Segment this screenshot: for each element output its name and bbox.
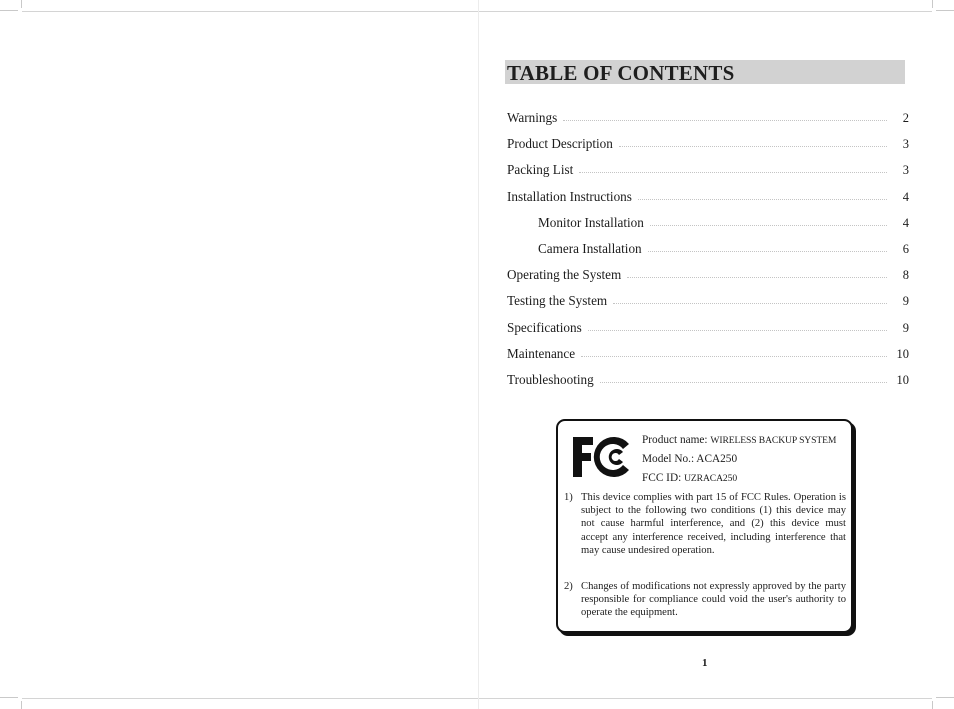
model-value: ACA250 [696,453,738,465]
toc-entry-label: Monitor Installation [538,214,644,230]
toc-entry-label: Packing List [507,162,574,178]
model-label: Model No.: [642,453,695,465]
toc-entry-page: 10 [896,346,909,361]
fcc-logo [571,435,633,479]
fcc-note-text: Changes of modifications not expressly approved by the party responsible for compliance could void the user's authority to operate the equipment. [581,581,846,619]
toc-dot-leader [613,303,887,304]
toc-entry-label: Troubleshooting [507,372,594,387]
toc-dot-leader [600,382,887,383]
toc-entry [538,211,909,231]
toc-dot-leader [638,199,887,200]
product-name-value: WIRELESS BACKUP SYSTEM [710,435,837,446]
toc-entry [507,106,909,126]
toc-dot-leader [588,330,887,331]
toc-entry-page: 8 [902,268,909,283]
toc-entry [507,263,909,283]
toc-entry [507,158,909,178]
product-name-label: Product name: [642,434,708,446]
toc-entry-page: 4 [902,215,909,230]
toc-entry-page: 3 [902,163,909,178]
toc-dot-leader [627,277,887,278]
toc-dot-leader [648,251,887,252]
fcc-notice-box [556,419,853,633]
toc-dot-leader [619,146,887,147]
toc-entry-page: 3 [902,137,909,152]
toc-entry-label: Specifications [507,319,582,335]
page-number: 1 [702,657,708,669]
fcc-note-number: 1) [564,492,573,503]
toc-entry-page: 6 [902,242,909,256]
fcc-note [564,491,846,557]
toc-entry [507,185,909,205]
toc-entry [507,342,909,362]
toc-dot-leader [563,120,887,121]
toc-entry [507,316,909,336]
toc-entry-label: Product Description [507,136,613,152]
crop-mark [932,0,933,8]
toc-entry-label: Maintenance [507,345,576,361]
toc-entry [507,368,909,388]
fcc-id-value: UZRACA250 [684,473,738,484]
crop-mark [936,697,954,698]
toc-entry [507,289,909,309]
fcc-note-text: This device complies with part 15 of FCC Rules. Operation is subject to the following two conditions (1) this device may not cause harmful interference, and (2) this device must accept any interference received, including interference that may cause undesired operation. [581,492,846,556]
toc-entry-page: 9 [902,294,909,309]
toc-dot-leader [581,356,887,357]
crop-mark [21,0,22,8]
crop-mark [21,701,22,709]
fcc-product-info [642,431,836,488]
product-name-line [642,431,836,450]
toc-entry-page: 2 [902,111,909,125]
fcc-note-number: 2) [564,581,573,592]
toc-title-bar [505,60,905,84]
toc-entry-page: 10 [896,373,909,387]
fcc-note [564,580,846,620]
toc-entry-label: Testing the System [507,293,608,309]
toc-entry-page: 4 [902,189,909,204]
toc-entry [507,132,909,152]
crop-mark [0,697,18,698]
toc-title: TABLE OF CONTENTS [507,61,735,85]
crop-mark [936,10,954,11]
toc-entry-label: Installation Instructions [507,188,632,204]
toc-entry-label: Warnings [507,110,558,125]
fcc-id-line [642,469,836,488]
toc-dot-leader [579,172,887,173]
toc-entry-label: Camera Installation [538,241,642,256]
toc-dot-leader [650,225,887,226]
crop-mark [932,701,933,709]
toc-entry-label: Operating the System [507,267,622,283]
page-fold [478,0,479,709]
model-line [642,450,836,469]
fcc-id-label: FCC ID: [642,472,682,484]
toc-entry [538,237,909,257]
crop-mark [0,10,18,11]
toc-entry-page: 9 [902,320,909,335]
